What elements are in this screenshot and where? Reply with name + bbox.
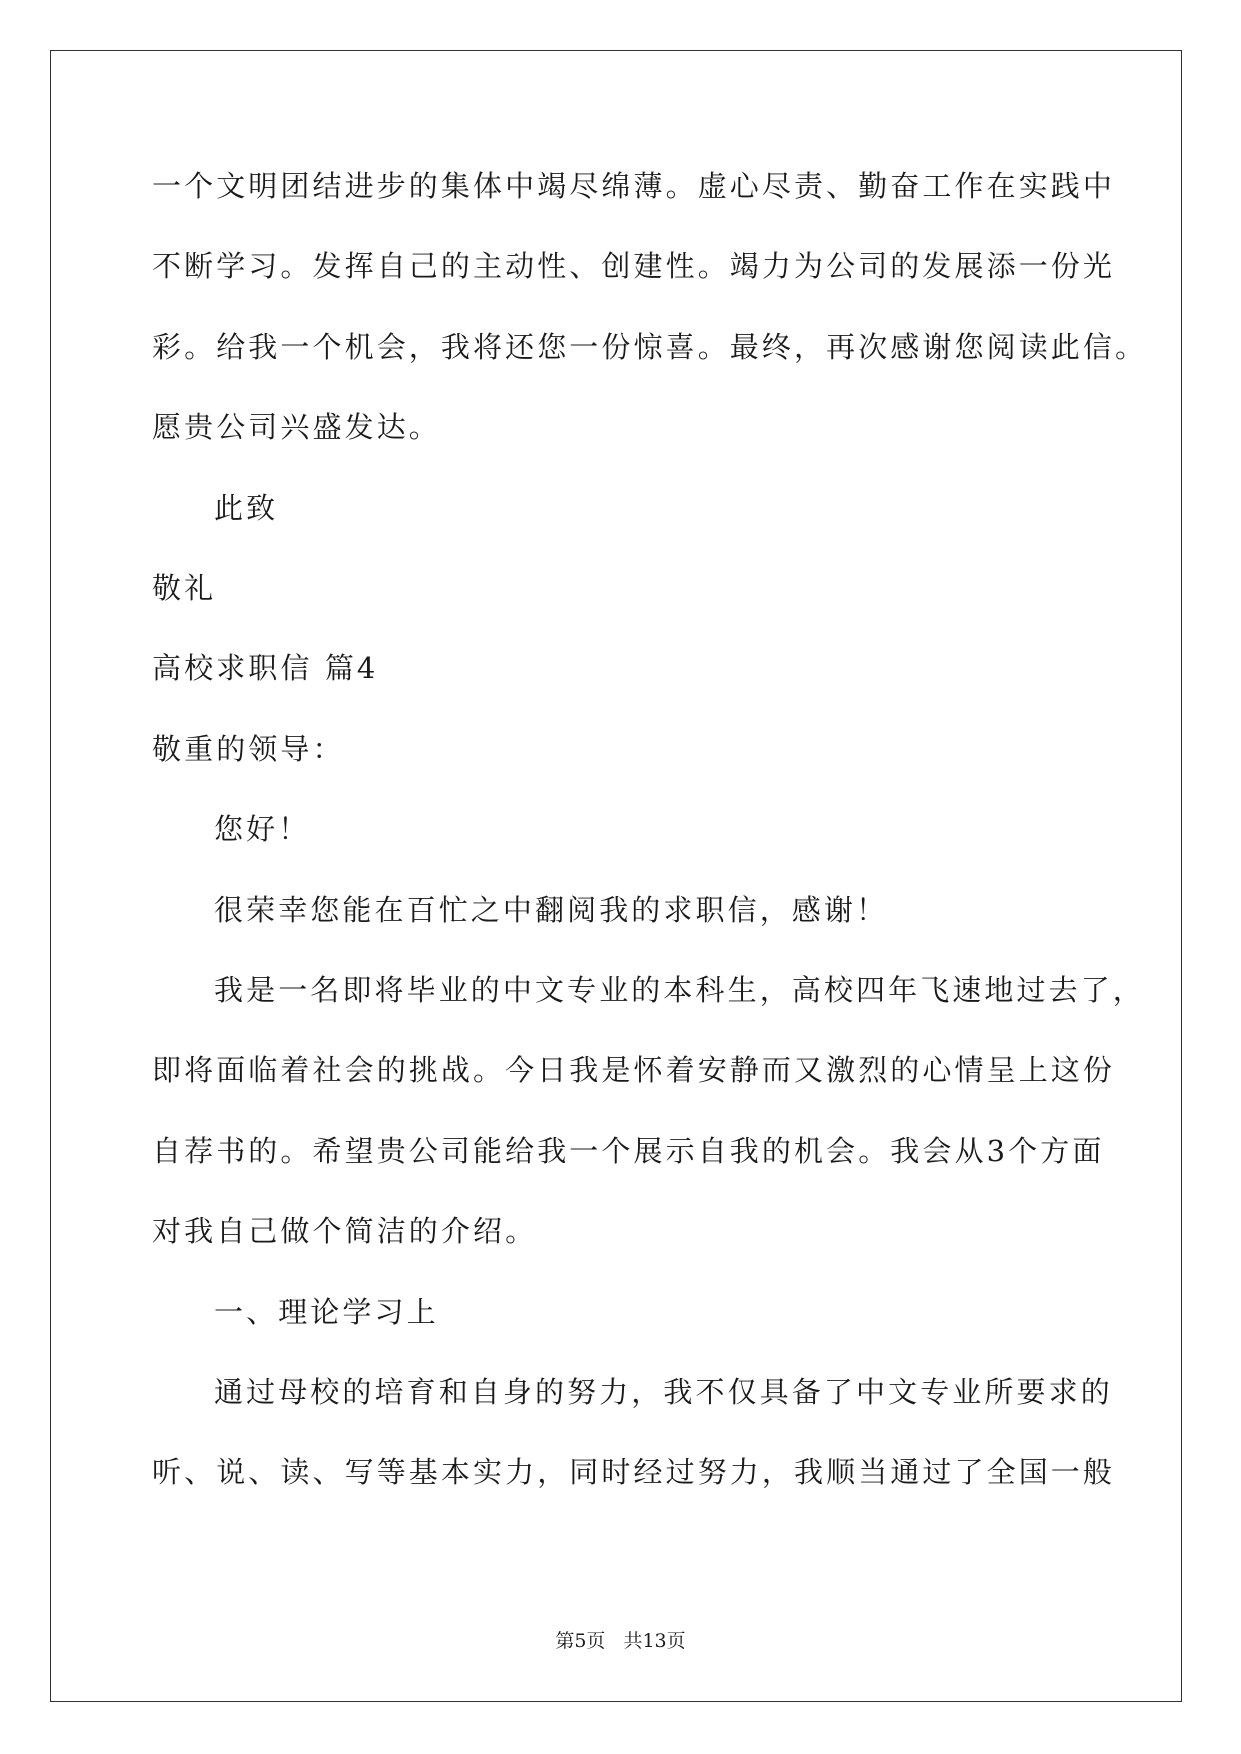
text-line: 愿贵公司兴盛发达。	[152, 410, 441, 444]
subsection-heading: 一、理论学习上	[214, 1295, 439, 1329]
text-line: 我是一名即将毕业的中文专业的本科生，高校四年飞速地过去了，	[214, 973, 1145, 1007]
text-line: 听、说、读、写等基本实力，同时经过努力，我顺当通过了全国一般	[152, 1455, 1116, 1489]
section-title: 高校求职信 篇4	[152, 651, 379, 685]
page-footer	[0, 1629, 1241, 1653]
letter-greeting: 敬重的领导：	[152, 732, 345, 766]
closing-salutation: 此致	[214, 491, 279, 525]
text-line: 您好！	[214, 812, 311, 846]
page-total: 共13页	[623, 1630, 686, 1652]
text-line: 不断学习。发挥自己的主动性、创建性。竭力为公司的发展添一份光	[152, 249, 1116, 283]
text-line: 对我自己做个简洁的介绍。	[152, 1214, 538, 1248]
text-line: 即将面临着社会的挑战。今日我是怀着安静而又激烈的心情呈上这份	[152, 1053, 1116, 1087]
text-line: 彩。给我一个机会，我将还您一份惊喜。最终，再次感谢您阅读此信。	[152, 330, 1148, 364]
closing-regards: 敬礼	[152, 571, 217, 605]
text-line: 一个文明团结进步的集体中竭尽绵薄。虚心尽责、勤奋工作在实践中	[152, 169, 1116, 203]
text-line: 通过母校的培育和自身的努力，我不仅具备了中文专业所要求的	[214, 1375, 1113, 1409]
text-line: 很荣幸您能在百忙之中翻阅我的求职信，感谢！	[214, 893, 889, 927]
page-number: 第5页	[555, 1630, 606, 1652]
text-line: 自荐书的。希望贵公司能给我一个展示自我的机会。我会从3个方面	[152, 1134, 1105, 1168]
